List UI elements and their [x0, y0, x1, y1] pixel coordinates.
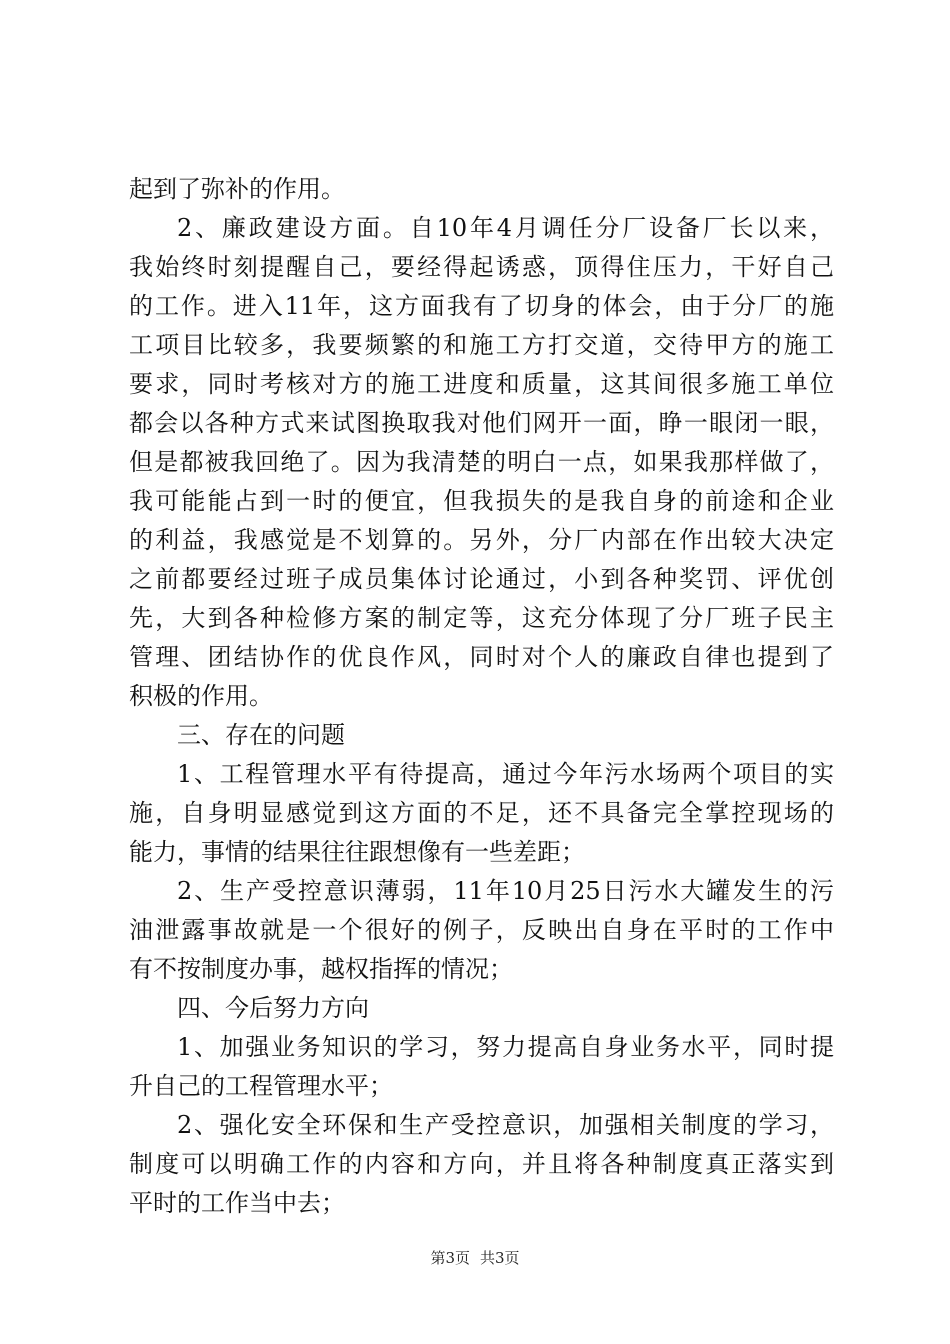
text-line: 四、今后努力方向 [177, 994, 369, 1022]
text-line: 2、生产受控意识薄弱，11年10月25日污水大罐发生的污 [177, 877, 834, 905]
text-line: 先，大到各种检修方案的制定等，这充分体现了分厂班子民主 [129, 604, 834, 632]
text-line: 制度可以明确工作的内容和方向，并且将各种制度真正落实到 [129, 1150, 834, 1178]
text-line: 我始终时刻提醒自己，要经得起诱惑，顶得住压力，干好自己 [129, 253, 834, 281]
text-line: 起到了弥补的作用。 [129, 175, 345, 203]
text-line: 积极的作用。 [129, 682, 273, 710]
document-body [129, 170, 834, 1223]
text-line: 施，自身明显感觉到这方面的不足，还不具备完全掌控现场的 [129, 799, 834, 827]
page-total: 共3页 [480, 1249, 520, 1267]
text-line: 我可能能占到一时的便宜，但我损失的是我自身的前途和企业 [129, 487, 834, 515]
text-line: 工项目比较多，我要频繁的和施工方打交道，交待甲方的施工 [129, 331, 834, 359]
page-number: 第3页 [430, 1249, 470, 1267]
text-line: 升自己的工程管理水平； [129, 1072, 393, 1100]
text-line: 管理、团结协作的优良作风，同时对个人的廉政自律也提到了 [129, 643, 834, 671]
text-line: 平时的工作当中去； [129, 1189, 345, 1217]
text-line: 2、强化安全环保和生产受控意识，加强相关制度的学习， [177, 1111, 834, 1139]
text-line: 的利益，我感觉是不划算的。另外，分厂内部在作出较大决定 [129, 526, 834, 554]
text-line: 但是都被我回绝了。因为我清楚的明白一点，如果我那样做了， [129, 448, 834, 476]
text-line: 油泄露事故就是一个很好的例子，反映出自身在平时的工作中 [129, 916, 834, 944]
text-line: 的工作。进入11年，这方面我有了切身的体会，由于分厂的施 [129, 292, 834, 320]
text-line: 要求，同时考核对方的施工进度和质量，这其间很多施工单位 [129, 370, 834, 398]
text-line: 三、存在的问题 [177, 721, 345, 749]
text-line: 2、廉政建设方面。自10年4月调任分厂设备厂长以来， [177, 214, 834, 242]
text-line: 有不按制度办事，越权指挥的情况； [129, 955, 513, 983]
text-line: 之前都要经过班子成员集体讨论通过，小到各种奖罚、评优创 [129, 565, 834, 593]
text-line: 1、工程管理水平有待提高，通过今年污水场两个项目的实 [177, 760, 834, 788]
text-line: 1、加强业务知识的学习，努力提高自身业务水平，同时提 [177, 1033, 834, 1061]
text-line: 能力，事情的结果往往跟想像有一些差距； [129, 838, 585, 866]
page-footer [0, 1248, 950, 1268]
text-line: 都会以各种方式来试图换取我对他们网开一面，睁一眼闭一眼， [129, 409, 834, 437]
